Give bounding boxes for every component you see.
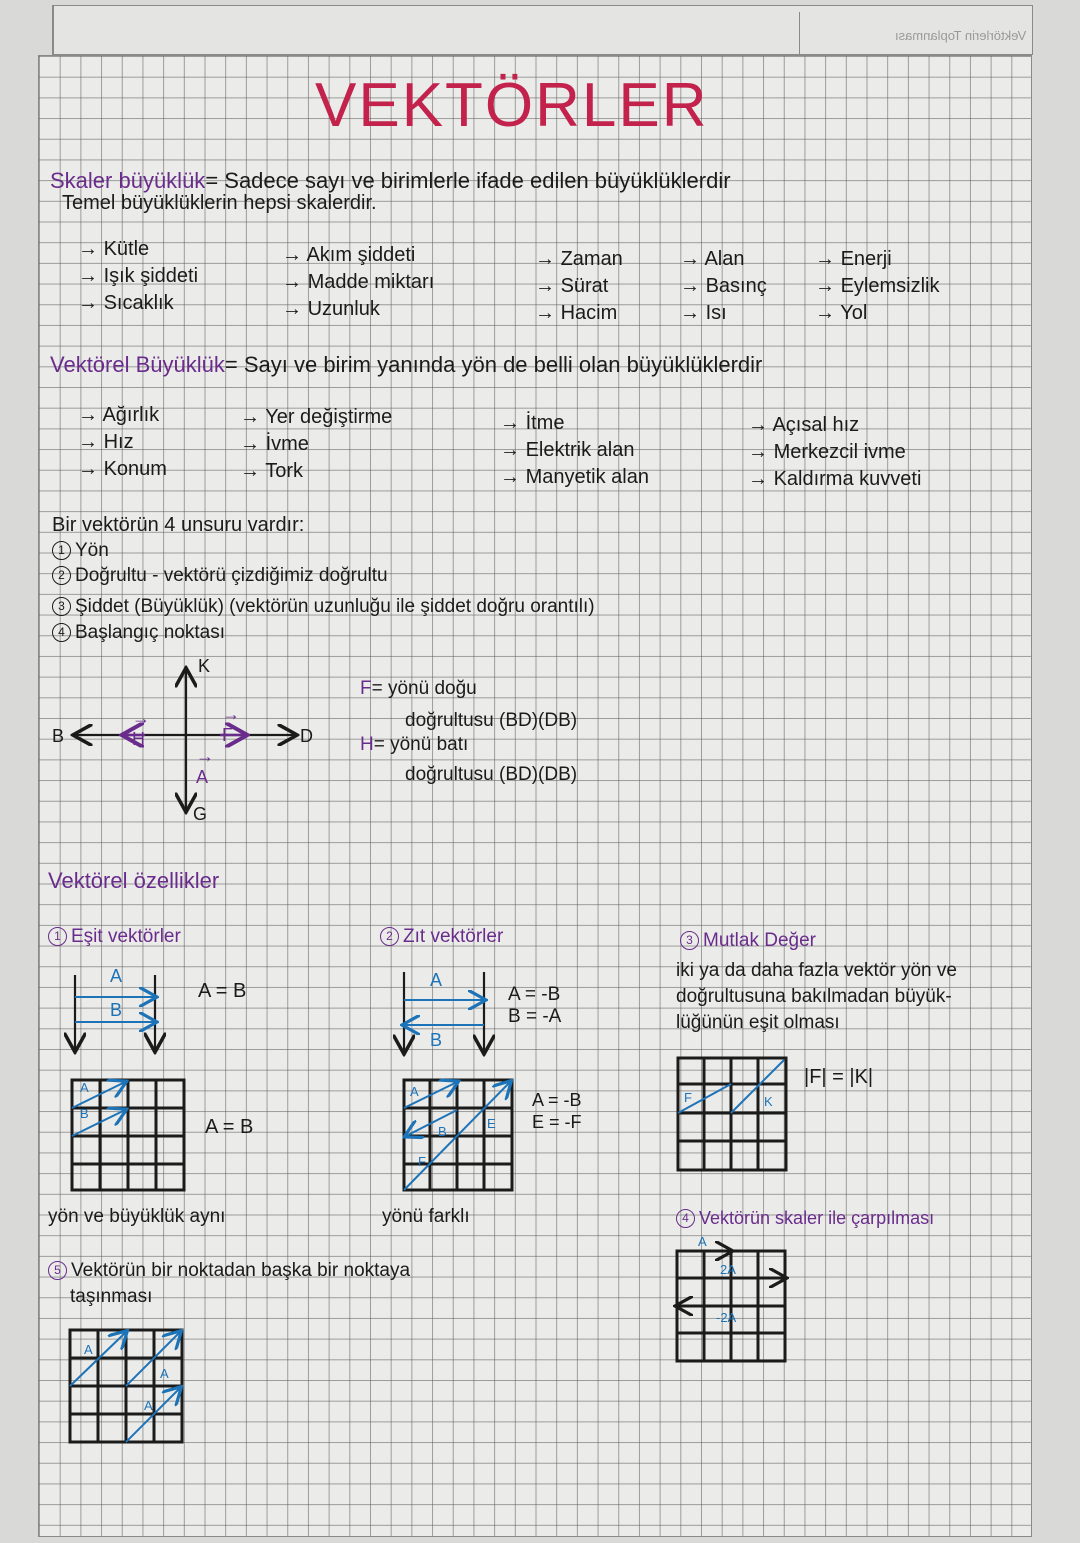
section-title: Vektörün skaler ile çarpılması [699, 1208, 935, 1228]
scalar-list-col-4 [680, 246, 767, 327]
absolute-text-2: doğrultusuna bakılmadan büyük- [676, 986, 952, 1007]
opposite-vectors-title [380, 926, 503, 948]
bleed-through-text: Vektörlerin Toplanması [894, 28, 1026, 43]
list-item: → Kütle [78, 236, 198, 263]
translation-label-2: A [160, 1366, 169, 1381]
compass-diagram [40, 650, 340, 830]
vector-a-label: → A [196, 746, 214, 787]
note-text: = yönü doğu [371, 678, 477, 699]
notebook-header-strip [52, 5, 1033, 55]
element-item-3 [52, 596, 595, 618]
opposite-vectors-grid [402, 1078, 522, 1198]
vector-term: Vektörel Büyüklük [50, 352, 225, 377]
absolute-text-1: iki ya da daha fazla vektör yön ve [676, 960, 957, 981]
list-item: → Sıcaklık [78, 290, 198, 317]
vector-list-col-2 [240, 404, 392, 485]
opposite-label-a: A [430, 970, 443, 990]
scalar-list-col-5 [815, 246, 939, 327]
number-badge: 1 [48, 927, 67, 946]
opposite-grid-label-a: A [410, 1084, 419, 1099]
list-item: → Kaldırma kuvveti [748, 466, 921, 493]
list-item: → İtme [500, 410, 649, 437]
list-item: → Akım şiddeti [282, 242, 434, 269]
absolute-value-title [680, 930, 816, 952]
section-title: Vektörün bir noktadan başka bir noktaya [71, 1260, 411, 1281]
scalar-definition [50, 168, 731, 194]
scalar-multiplication-title [676, 1208, 934, 1229]
compass-east-label: D [300, 726, 313, 746]
scalar-list-col-3 [535, 246, 623, 327]
scalar-list-col-1 [78, 236, 198, 317]
vector-list-col-3 [500, 410, 649, 491]
equal-vectors-grid [70, 1078, 190, 1198]
scalar-note: Temel büyüklüklerin hepsi skalerdir. [62, 192, 377, 214]
equal-grid-label-a: A [80, 1080, 89, 1095]
translation-title-line2: taşınması [70, 1286, 153, 1307]
list-item: → Eylemsizlik [815, 273, 939, 300]
number-badge: 5 [48, 1261, 67, 1280]
translation-label-1: A [84, 1342, 93, 1357]
absolute-text-3: lüğünün eşit olması [676, 1012, 840, 1033]
list-item: → Konum [78, 456, 167, 483]
number-badge: 3 [680, 931, 699, 950]
opposite-grid-label-b: B [438, 1124, 447, 1139]
scalar-definition-text: = Sadece sayı ve birimlerle ifade edilen büyüklüklerdir [205, 168, 731, 193]
equal-equation-1: A = B [198, 980, 247, 1002]
compass-north-label: K [198, 656, 211, 676]
vector-f-label: → F [222, 704, 240, 745]
opposite-equation-2b: E = -F [532, 1112, 582, 1132]
opposite-caption: yönü farklı [382, 1206, 470, 1227]
list-item: → Enerji [815, 246, 939, 273]
vector-definition-text: = Sayı ve birim yanında yön de belli olan büyüklüklerdir [224, 352, 763, 377]
equal-equation-2: A = B [205, 1116, 254, 1138]
list-item: → Sürat [535, 273, 623, 300]
compass-note-f [360, 678, 477, 700]
elements-heading: Bir vektörün 4 unsuru vardır: [52, 514, 305, 536]
scalar-term: Skaler büyüklük [50, 168, 206, 193]
list-item: → Yer değiştirme [240, 404, 392, 431]
compass-note-h-line2: doğrultusu (BD)(DB) [405, 764, 578, 785]
list-item: → Zaman [535, 246, 623, 273]
equal-vectors-title [48, 926, 181, 948]
element-item-2 [52, 565, 388, 587]
opposite-grid-label-e: E [487, 1116, 496, 1131]
scalar-label-2a: 2A [720, 1262, 736, 1277]
vector-list-col-1 [78, 402, 167, 483]
translation-label-3: A [144, 1398, 153, 1413]
list-item: → Tork [240, 458, 392, 485]
scalar-label-neg-2a: -2A [716, 1310, 737, 1325]
equal-label-a: A [110, 966, 123, 986]
list-item: → Hacim [535, 300, 623, 327]
list-item: → Açısal hız [748, 412, 921, 439]
list-item: → İvme [240, 431, 392, 458]
header-divider [799, 12, 800, 56]
compass-note-h [360, 734, 468, 756]
list-item: → Madde miktarı [282, 269, 434, 296]
number-badge: 2 [52, 566, 71, 585]
vector-list-col-4 [748, 412, 921, 493]
opposite-grid-label-f: F [418, 1154, 426, 1169]
page-title: VEKTÖRLER [315, 71, 709, 140]
note-text: = yönü batı [373, 734, 469, 755]
absolute-grid-label-f: F [684, 1090, 692, 1105]
vector-symbol: F [360, 678, 372, 699]
scalar-label-a: A [698, 1234, 707, 1249]
vector-definition [50, 352, 762, 378]
vector-h-label: → H [132, 708, 150, 749]
number-badge: 3 [52, 597, 71, 616]
number-badge: 4 [676, 1209, 695, 1228]
section-title: Mutlak Değer [703, 930, 816, 951]
list-item: → Işık şiddeti [78, 263, 198, 290]
opposite-label-b: B [430, 1030, 443, 1050]
element-item-1 [52, 540, 109, 562]
list-item: → Isı [680, 300, 767, 327]
absolute-value-grid [676, 1056, 796, 1176]
opposite-equation-1b: B = -A [508, 1006, 562, 1027]
list-item: → Yol [815, 300, 939, 327]
list-item: → Alan [680, 246, 767, 273]
number-badge: 2 [380, 927, 399, 946]
vector-symbol: H [360, 734, 374, 755]
element-item-4 [52, 622, 225, 644]
list-item: → Hız [78, 429, 167, 456]
list-item: → Manyetik alan [500, 464, 649, 491]
absolute-equation: |F| = |K| [804, 1066, 874, 1088]
list-item: → Uzunluk [282, 296, 434, 323]
list-item: → Elektrik alan [500, 437, 649, 464]
element-text: Yön [75, 540, 109, 561]
compass-west-label: B [52, 726, 65, 746]
properties-heading: Vektörel özellikler [48, 868, 220, 893]
equal-caption: yön ve büyüklük aynı [48, 1206, 226, 1227]
equal-grid-label-b: B [80, 1106, 89, 1121]
compass-south-label: G [193, 804, 208, 824]
opposite-equation-2a: A = -B [532, 1090, 582, 1110]
element-text: Şiddet (Büyüklük) (vektörün uzunluğu ile şiddet doğru orantılı) [75, 596, 595, 617]
list-item: → Ağırlık [78, 402, 167, 429]
equal-label-b: B [110, 1000, 123, 1020]
section-title: Eşit vektörler [71, 926, 181, 947]
list-item: → Basınç [680, 273, 767, 300]
translation-title [48, 1260, 410, 1282]
opposite-equation-1a: A = -B [508, 984, 561, 1005]
compass-note-f-line2: doğrultusu (BD)(DB) [405, 710, 578, 731]
number-badge: 1 [52, 541, 71, 560]
opposite-vectors-diagram [392, 970, 502, 1060]
element-text: Başlangıç noktası [75, 622, 225, 643]
scalar-list-col-2 [282, 242, 434, 323]
element-text: Doğrultu - vektörü çizdiğimiz doğrultu [75, 565, 388, 586]
absolute-grid-label-k: K [764, 1094, 773, 1109]
section-title: Zıt vektörler [403, 926, 504, 947]
number-badge: 4 [52, 623, 71, 642]
list-item: → Merkezcil ivme [748, 439, 921, 466]
